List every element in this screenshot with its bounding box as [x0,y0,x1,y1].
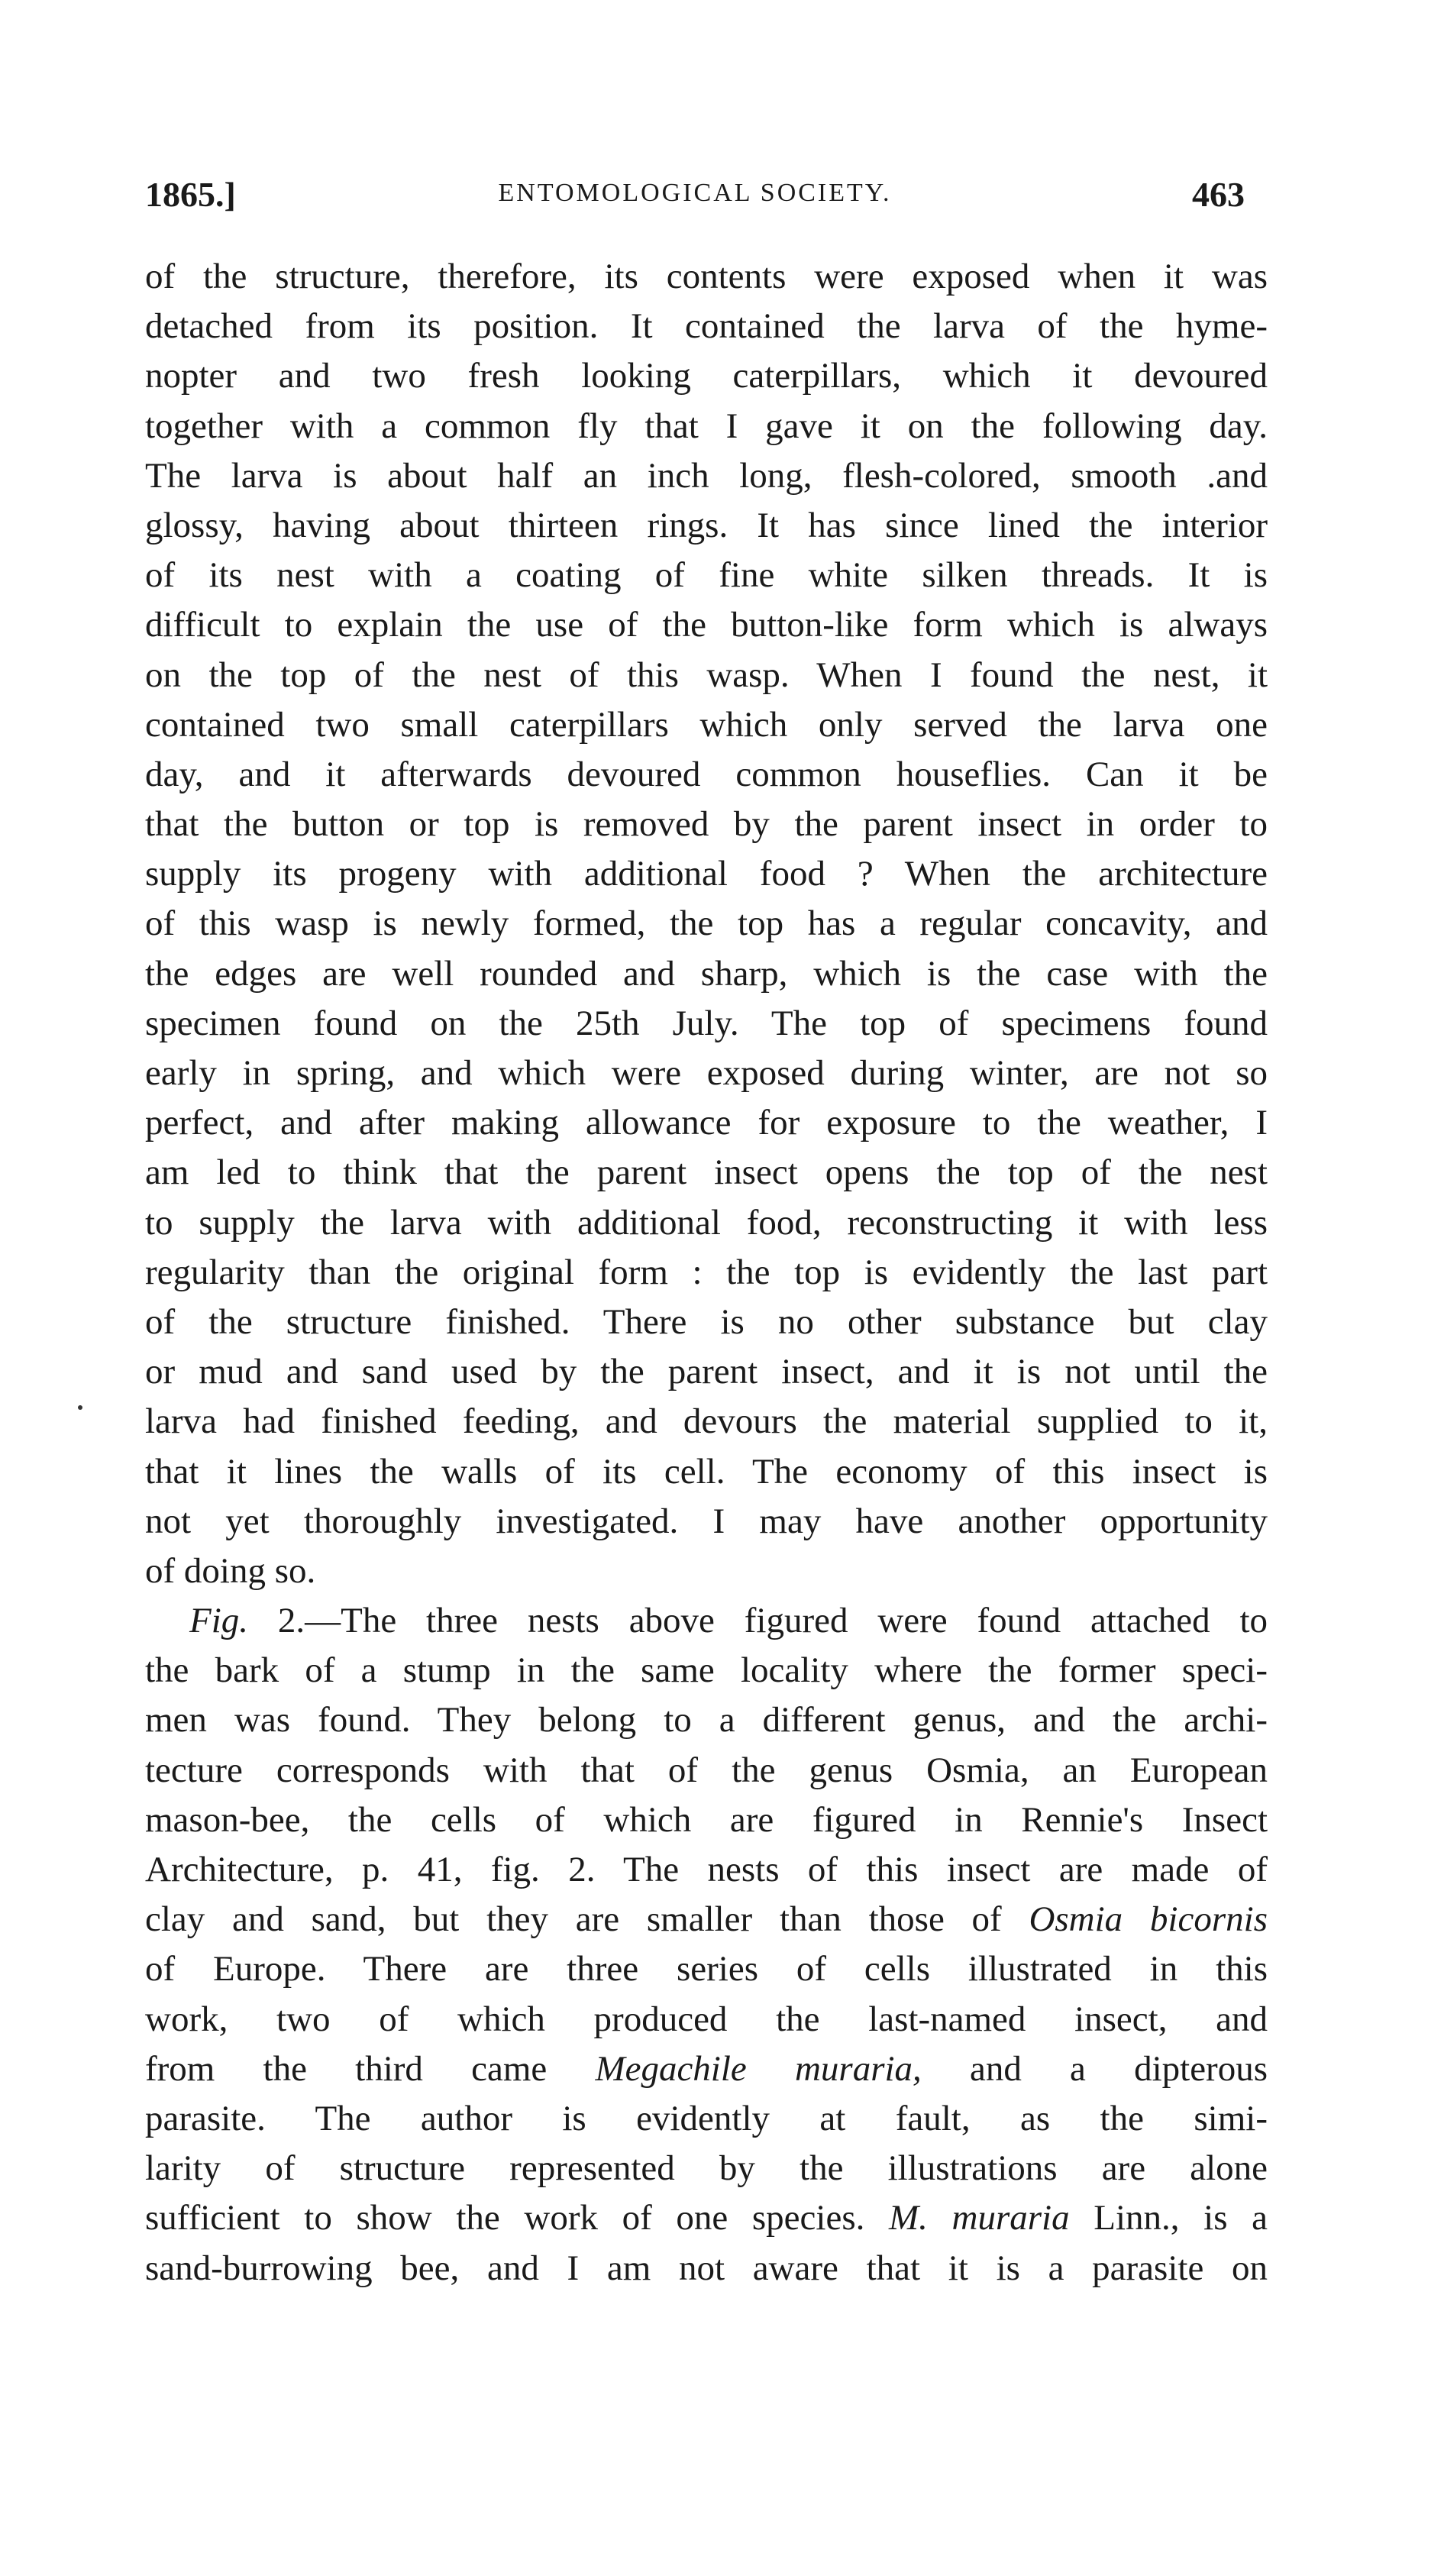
text-line: tecture corresponds with that of the genus Osmia, an European [145,1750,1268,1790]
text-line: of doing so. [145,1550,316,1591]
text-line: of Europe. There are three series of cells illustrated in this [145,1949,1268,1989]
text-line: not yet thoroughly investigated. I may have another opportunity [145,1501,1268,1541]
species-name: Megachile muraria, [595,2048,922,2089]
text-line: men was found. They belong to a different genus, and the archi- [145,1700,1268,1740]
text-line: of its nest with a coating of fine white silken threads. It is [145,555,1268,596]
text-line: that it lines the walls of its cell. The economy of this insect is [145,1451,1268,1492]
text-line: the bark of a stump in the same locality where the former speci- [145,1650,1268,1691]
text-line: perfect, and after making allowance for exposure to the weather, I [145,1103,1268,1143]
line-text: from the third came [145,2048,596,2089]
header-title: ENTOMOLOGICAL SOCIETY. [498,179,892,207]
text-line: contained two small caterpillars which only served the larva one [145,704,1268,745]
text-line: early in spring, and which were exposed during winter, are not so [145,1053,1268,1093]
text-line: Architecture, p. 41, fig. 2. The nests of this insect are made of [145,1850,1268,1889]
text-line: larity of structure represented by the illustrations are alone [145,2148,1268,2189]
text-line: supply its progeny with additional food ? When the architecture [145,854,1268,894]
text-line: detached from its position. It contained the larva of the hyme- [145,306,1268,347]
text-line: that the button or top is removed by the parent insect in order to [145,804,1268,845]
text-line: work, two of which produced the last-named insect, and [145,1999,1268,2039]
species-name: Osmia bicornis [1029,1899,1268,1940]
text-line: am led to think that the parent insect opens the top of the nest [145,1152,1268,1193]
text-line: of the structure, therefore, its contents were exposed when it was [145,257,1268,296]
species-name: M. muraria [889,2198,1070,2238]
text-line: together with a common fly that I gave it on the following day. [145,406,1268,446]
text-line [145,2044,1268,2094]
text-line: of this wasp is newly formed, the top has a regular concavity, and [145,903,1268,944]
text-line: on the top of the nest of this wasp. When I found the nest, it [145,655,1268,695]
text-line: The larva is about half an inch long, flesh-colored, smooth .and [145,455,1268,496]
text-line: to supply the larva with additional food, reconstructing it with less [145,1202,1268,1243]
text-line: day, and it afterwards devoured common houseflies. Can it be [145,754,1268,794]
text-line: regularity than the original form : the top is evidently the last part [145,1252,1268,1292]
line-text: clay and sand, but they are smaller than those of [145,1899,1029,1940]
text-line: sand-burrowing bee, and I am not aware that it is a parasite on [145,2248,1268,2288]
line-text: 2.—The three nests above figured were found attached to [248,1601,1268,1641]
text-line: larva had finished feeding, and devours the material supplied to it, [145,1401,1268,1442]
text-line [145,2193,1268,2243]
header-year: 1865.] [145,175,236,214]
text-line: or mud and sand used by the parent insect, and it is not until the [145,1352,1268,1392]
line-text: and a dipterous [921,2048,1268,2089]
page-number: 463 [1192,175,1245,214]
fig-label: Fig. [189,1601,249,1641]
text-line: specimen found on the 25th July. The top of specimens found [145,1003,1268,1043]
text-line: the edges are well rounded and sharp, which is the case with the [145,953,1268,994]
text-line: glossy, having about thirteen rings. It has since lined the interior [145,505,1268,545]
text-line: parasite. The author is evidently at fault, as the simi- [145,2098,1268,2138]
text-line: nopter and two fresh looking caterpillars, which it devoured [145,356,1268,396]
line-text: sufficient to show the work of one species. [145,2198,889,2238]
running-head [145,174,1245,228]
body-text [145,252,1268,2293]
text-line: of the structure finished. There is no other substance but clay [145,1301,1268,1342]
text-line: difficult to explain the use of the button-like form which is always [145,605,1268,645]
line-text: Linn., is a [1069,2198,1268,2238]
text-line [145,1596,1268,1646]
margin-dot [78,1405,82,1410]
text-line: mason-bee, the cells of which are figured in Rennie's Insect [145,1799,1268,1840]
text-line [145,1895,1268,1944]
